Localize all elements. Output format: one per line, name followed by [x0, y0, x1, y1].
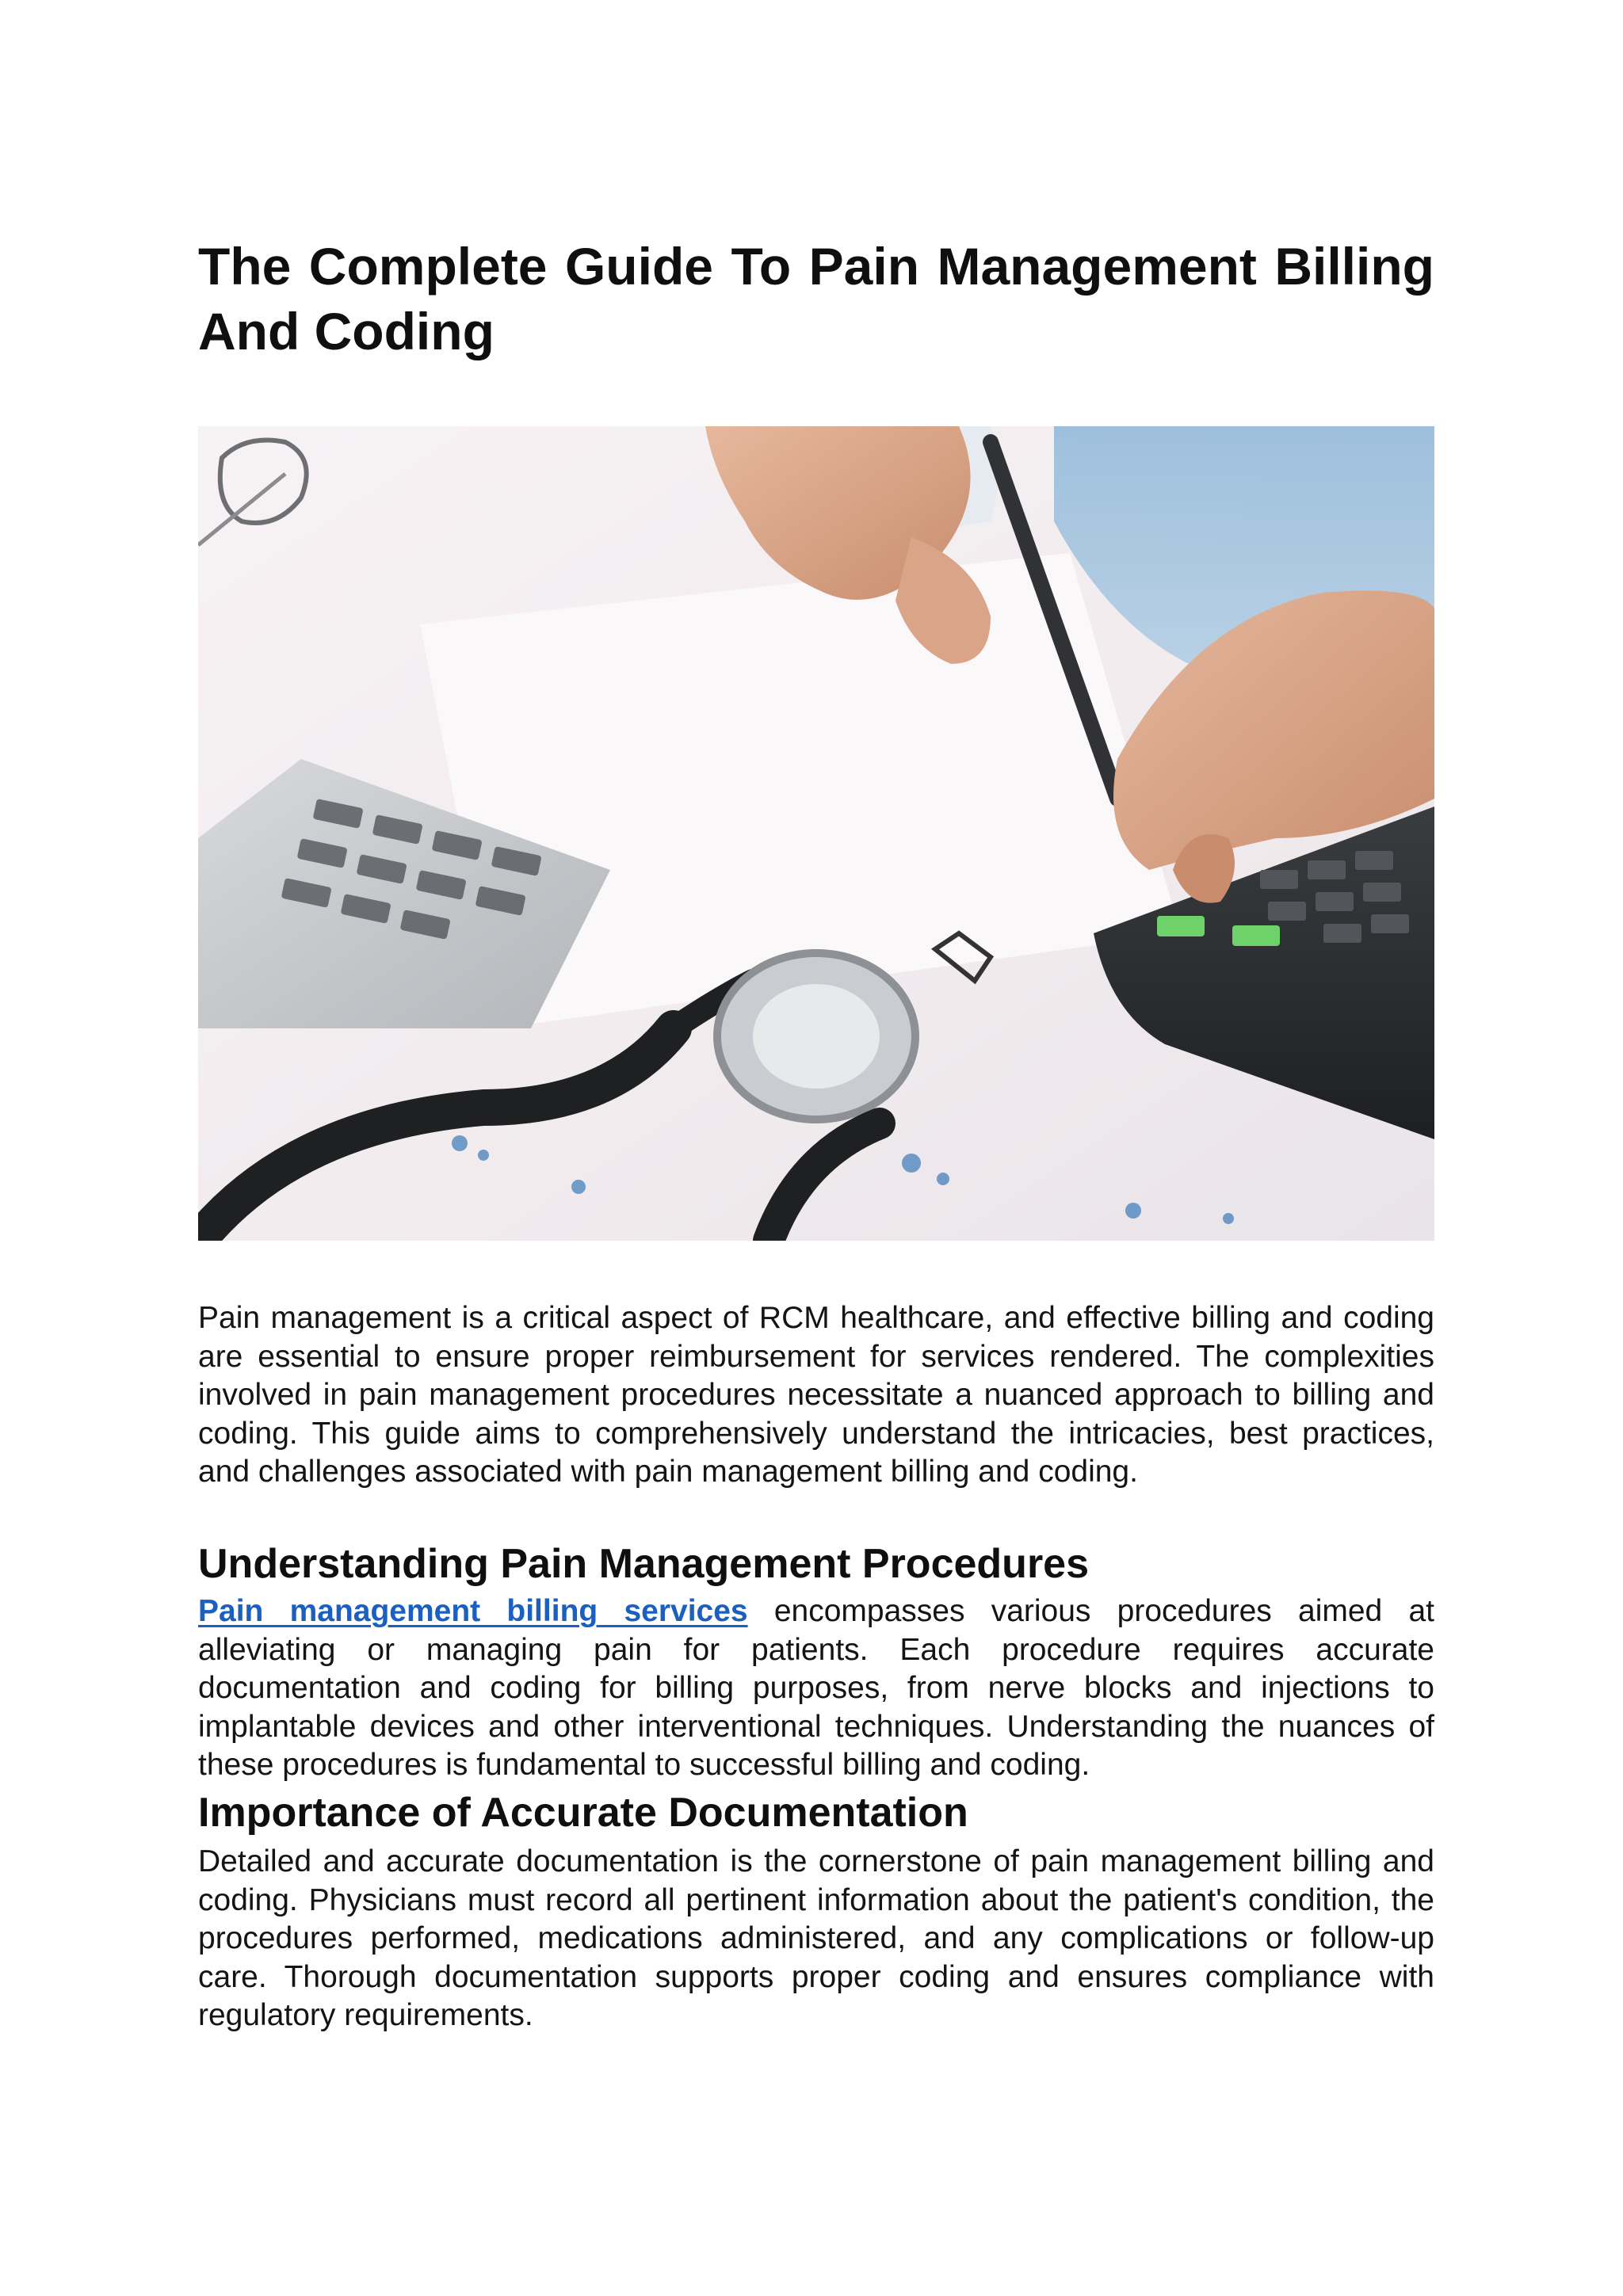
section-heading-procedures: Understanding Pain Management Procedures	[198, 1541, 1090, 1587]
intro-paragraph: Pain management is a critical aspect of RCM healthcare, and effective billing and coding are essential to ensure proper reimbursement for services rendered. The complexities involved in pain management procedures necessitate a nuanced approach to billing and coding. This guide aims to comprehensively understand the intricacies, best practices, and challenges associated with pain management billing and coding.	[198, 1301, 1434, 1489]
procedures-paragraph-text: encompasses various procedures aimed at alleviating or managing pain for patients. Each procedure requires accurate documentation and coding for billing purposes, from nerve blocks and injections to implantable devices and other interventional techniques. Understanding the nuances of these procedures is fundamental to successful billing and coding.	[198, 1594, 1434, 1782]
procedures-paragraph	[198, 1592, 1434, 1785]
hero-photo-illustration	[198, 426, 1434, 1241]
hero-image	[198, 426, 1434, 1241]
pain-management-billing-services-link[interactable]: Pain management billing services	[198, 1594, 748, 1628]
page-title: The Complete Guide To Pain Management Billing And Coding	[198, 237, 1434, 360]
documentation-paragraph: Detailed and accurate documentation is the cornerstone of pain management billing and coding. Physicians must record all pertinent information about the patient's condition, the procedures performed, medications administered, and any complications or follow-up care. Thorough documentation supports proper coding and ensures compliance with regulatory requirements.	[198, 1844, 1434, 2032]
section-heading-documentation: Importance of Accurate Documentation	[198, 1790, 968, 1836]
